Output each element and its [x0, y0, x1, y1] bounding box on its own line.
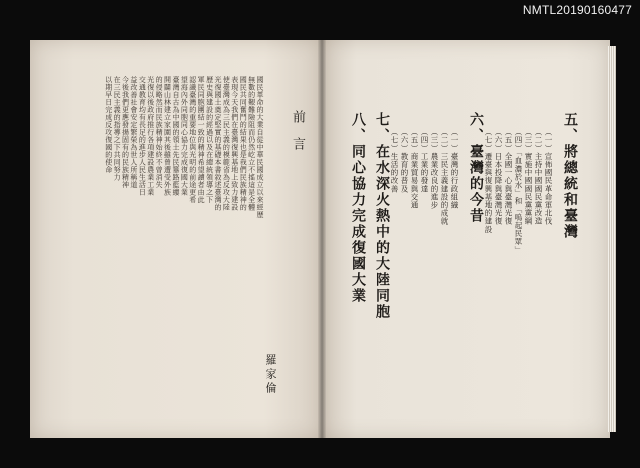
subsection-item: （五）商業貿易與交通: [410, 128, 419, 209]
body-text-column: 光復以後政府推行各項建設農業工業: [146, 76, 155, 196]
body-text-column: 開闢山林建立家園其後雖曾遭受外族: [163, 76, 172, 196]
right-page: [322, 40, 610, 438]
body-text-column: 表現今天我們在臺灣復興基地上致力建設: [230, 76, 239, 211]
chapter-heading: 六、臺灣的今昔: [468, 112, 484, 224]
body-text-column: 的侵略然而民族精神始終不曾消失: [155, 76, 164, 189]
chapter-heading: 七、在水深火熱中的大陸同胞: [374, 112, 390, 320]
subsection-item: （五）全國一心與臺灣光復: [504, 128, 513, 226]
left-page: [30, 40, 322, 438]
body-text-column: 在三民主義的指導之下共同努力: [113, 76, 122, 181]
body-text-column: 望海內外同胞同心協力完成復國大業: [180, 76, 189, 196]
subsection-item: （四）工業的發達: [420, 128, 429, 193]
page-edges: [608, 46, 616, 432]
subsection-item: （二）主持中國國民黨改造: [534, 128, 543, 226]
body-text-column: 認識臺灣的重要地位與光明的前途更希: [188, 76, 197, 204]
subsection-item: （四）「血濃於水」和「嗚起民眾」: [514, 128, 523, 254]
open-book: [30, 40, 610, 438]
body-text-column: 軍民同胞團結一致的精神希望讀者由此: [197, 76, 206, 204]
body-text-column: 交通教育均有長足的進步人民生活日: [138, 76, 147, 196]
book-gutter: [318, 40, 326, 438]
body-text-column: 益改善社會安定繁榮為世人所稱道: [129, 76, 138, 189]
body-text-column: 以期早日完成反攻復國的使命: [104, 76, 113, 174]
body-text-column: 使臺灣成為三民主義的模範省為反攻大陸: [222, 76, 231, 211]
body-text-column: 無數的艱難險阻而仍然屹立不搖這是全體: [247, 76, 256, 211]
subsection-item: （六）日本投降與臺灣光復: [494, 128, 503, 226]
subsection-item: （一）臺灣的行政組織: [450, 128, 459, 209]
subsection-item: （六）教育的普及: [400, 128, 409, 193]
body-text-column: 臺灣自古為中國的領土先民篳路藍縷: [171, 76, 180, 196]
subsection-item: （二）三民主義建設的成就: [440, 128, 449, 226]
left-page-body: [64, 76, 264, 396]
left-page-title: 前言: [290, 110, 305, 164]
archive-id-label: NMTL20190160477: [522, 3, 632, 17]
body-text-column: 國民革命的大業自從中華民國成立以來經歷: [256, 76, 264, 219]
body-text-column: 今後我們更應發揚固有的民族精神: [121, 76, 130, 189]
chapter-heading: 八、同心協力完成復國大業: [350, 112, 366, 304]
subsection-item: （七）生活的改善: [390, 128, 399, 193]
subsection-item: （三）實施中國國民黨黨綱: [524, 128, 533, 226]
chapter-heading: 五、將總統和臺灣: [562, 112, 578, 240]
body-text-column: 國民共同奮鬥的結果也是我們民族精神的: [239, 76, 248, 211]
subsection-item: （七）遷臺與復興基地的建設: [484, 128, 493, 234]
body-text-column: 歷史與建設的經過以及在總統領導之下: [205, 76, 214, 204]
subsection-item: （三）農業改良的進步: [430, 128, 439, 209]
body-text-column: 光復國土奠定堅實的基礎本書敘述臺灣的: [213, 76, 222, 211]
subsection-item: （一）宣佈國民革命軍北伐: [544, 128, 553, 226]
author-signature: 羅家倫: [264, 354, 277, 396]
